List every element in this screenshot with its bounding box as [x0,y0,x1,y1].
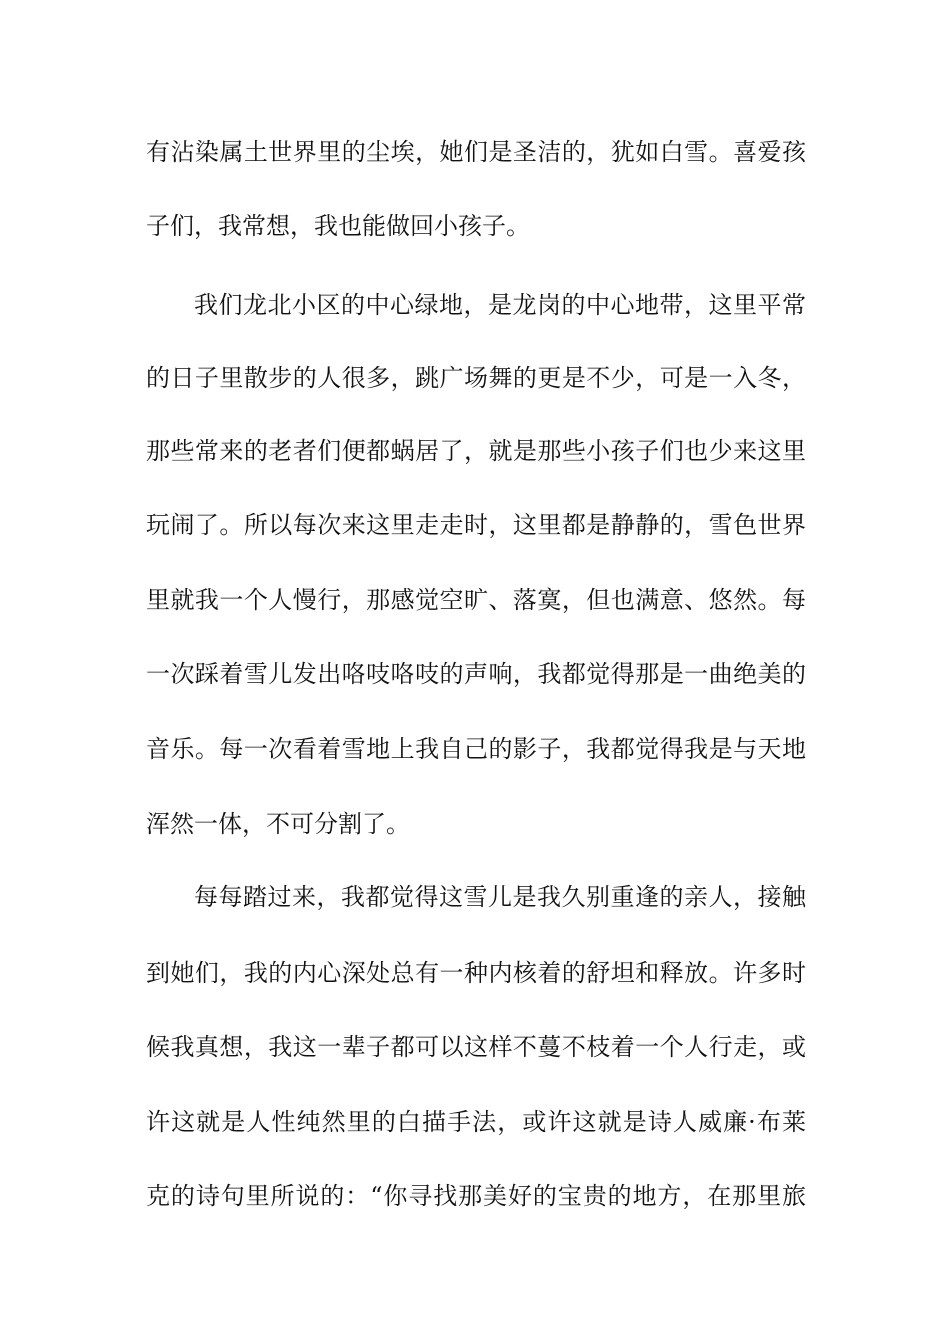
text-line: 许这就是人性纯然里的白描手法，或许这就是诗人威廉·布莱 [146,1108,806,1136]
text-line: 音乐。每一次看着雪地上我自己的影子，我都觉得我是与天地 [146,735,806,763]
text-line: 里就我一个人慢行，那感觉空旷、落寞，但也满意、悠然。每 [146,586,806,614]
text-line: 子们，我常想，我也能做回小孩子。 [146,212,530,240]
text-line: 到她们，我的内心深处总有一种内核着的舒坦和释放。许多时 [146,959,806,987]
text-line: 的日子里散步的人很多，跳广场舞的更是不少，可是一入冬， [146,364,806,392]
text-line: 那些常来的老者们便都蜗居了，就是那些小孩子们也少来这里 [146,437,806,465]
paragraph-start-line: 我们龙北小区的中心绿地，是龙岗的中心地带，这里平常 [194,291,806,319]
text-line: 有沾染属土世界里的尘埃，她们是圣洁的，犹如白雪。喜爱孩 [146,138,806,166]
text-line: 浑然一体，不可分割了。 [146,810,410,838]
text-line: 玩闹了。所以每次来这里走走时，这里都是静静的，雪色世界 [146,511,806,539]
paragraph-start-line: 每每踏过来，我都觉得这雪儿是我久别重逢的亲人，接触 [194,883,806,911]
text-line: 克的诗句里所说的：“你寻找那美好的宝贵的地方，在那里旅 [146,1182,806,1210]
text-line: 候我真想，我这一辈子都可以这样不蔓不枝着一个人行走，或 [146,1033,806,1061]
text-line: 一次踩着雪儿发出咯吱咯吱的声响，我都觉得那是一曲绝美的 [146,660,806,688]
